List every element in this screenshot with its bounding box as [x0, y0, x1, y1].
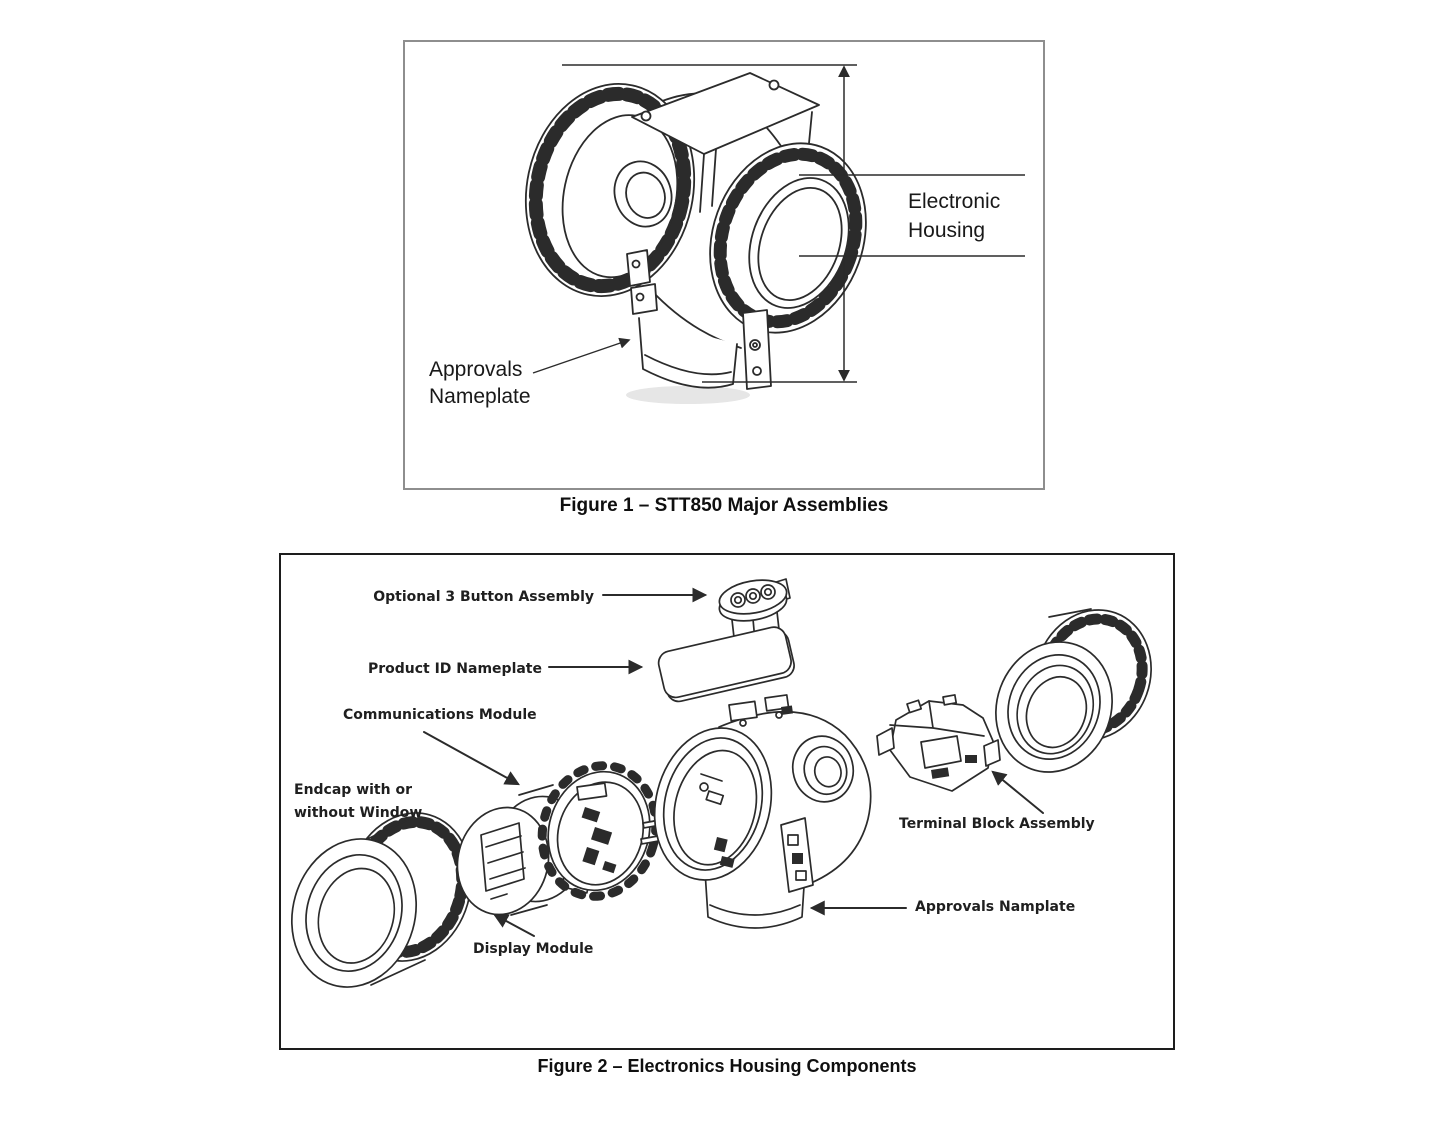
housing-body [639, 695, 871, 928]
arrow-terminal [993, 772, 1043, 813]
approvals-line2: Nameplate [429, 385, 531, 408]
electronic-housing-label [908, 187, 1000, 245]
electronic-housing-line1: Electronic [908, 190, 1001, 213]
terminal-block-part [877, 695, 1000, 791]
product-id-nameplate-label: Product ID Nameplate [367, 661, 542, 677]
endcap-right [978, 593, 1169, 788]
display-module-label: Display Module [473, 941, 594, 957]
endcap-window-line2: without Window [294, 805, 423, 821]
endcap-with-window [281, 798, 488, 1002]
arrow-comms [424, 732, 518, 784]
endcap-window-label [294, 779, 422, 825]
arrow-display [495, 915, 534, 936]
approvals-namplate-label: Approvals Namplate [915, 899, 1076, 915]
terminal-block-assembly-label: Terminal Block Assembly [899, 816, 1095, 832]
product-id-nameplate-part [656, 625, 796, 704]
endcap-window-line1: Endcap with or [294, 782, 412, 798]
meter-neck [639, 318, 737, 388]
shadow [626, 386, 750, 404]
communications-module-label: Communications Module [343, 707, 537, 723]
figure1-drawing [405, 42, 1043, 488]
figure1-frame [403, 40, 1045, 490]
transmitter-housing-drawing [507, 68, 892, 404]
figure2-caption: Figure 2 – Electronics Housing Components [537, 1056, 917, 1076]
approvals-leader-arrow [533, 340, 629, 373]
electronic-housing-line2: Housing [908, 219, 986, 242]
optional-3-button-assembly-label: Optional 3 Button Assembly [373, 589, 594, 605]
figure1-caption: Figure 1 – STT850 Major Assemblies [559, 495, 889, 516]
mounting-bracket [743, 310, 771, 389]
approvals-line1: Approvals [429, 358, 523, 381]
figure2-frame [279, 553, 1175, 1050]
approvals-nameplate-label [429, 356, 531, 410]
